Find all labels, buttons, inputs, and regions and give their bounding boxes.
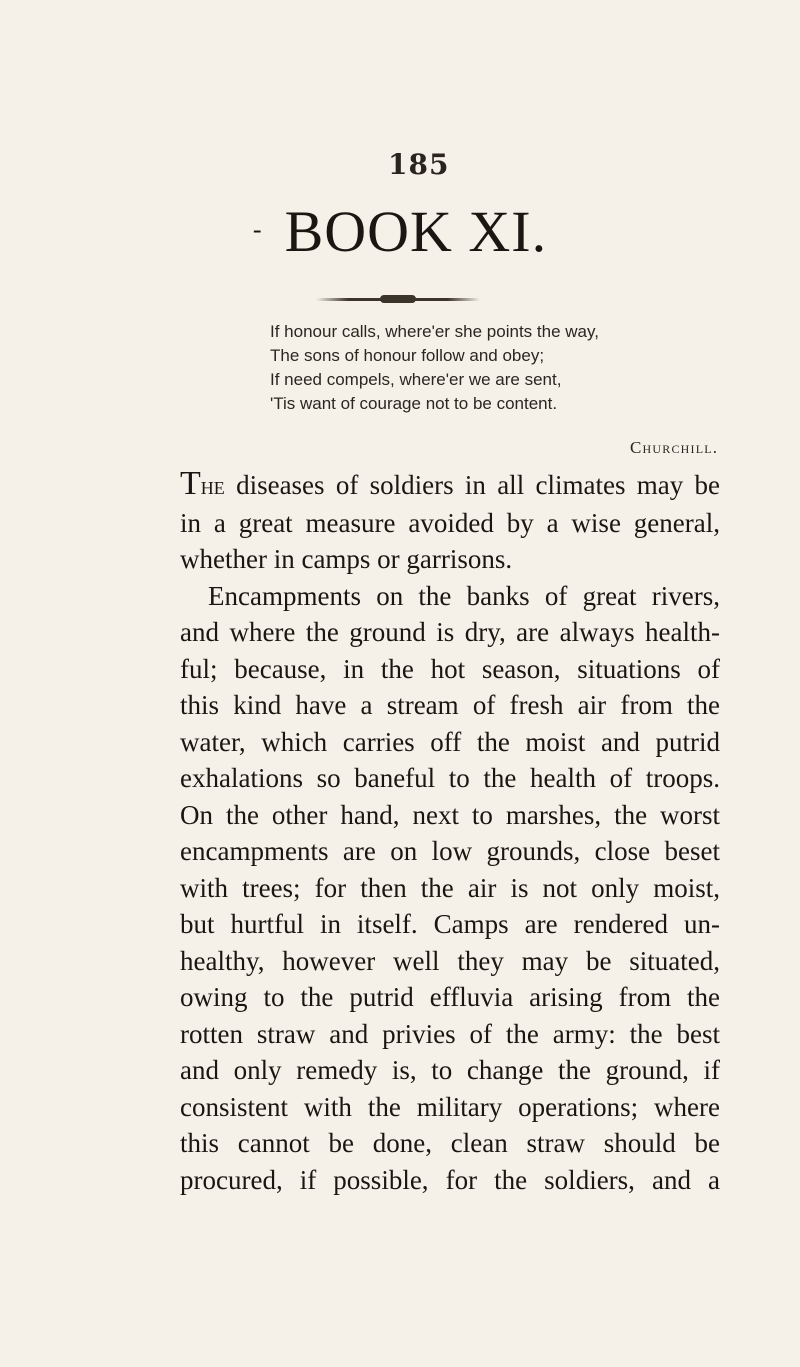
text-line: ful; because, in the hot season, situations of (180, 653, 720, 684)
first-word-rest: he (200, 471, 225, 500)
text-line: healthy, however well they may be situated, (180, 945, 720, 976)
text-line: this kind have a stream of fresh air from the (180, 690, 720, 720)
text-line-first (180, 466, 720, 505)
epigraph-line: If need compels, where'er we are sent, (270, 370, 562, 389)
text-line: in a great measure avoided by a wise general, (180, 507, 720, 538)
text-line: rotten straw and privies of the army: the best (180, 1018, 720, 1049)
text-line: exhalations so baneful to the health of troops. (180, 763, 720, 793)
epigraph-line: The sons of honour follow and obey; (270, 346, 545, 365)
text-line: On the other hand, next to marshes, the worst (180, 799, 720, 830)
text-line: and only remedy is, to change the ground, if (180, 1055, 720, 1085)
chapter-title: BOOK XI. (284, 199, 548, 264)
text-line: with trees; for then the air is not only moist, (180, 872, 720, 903)
epigraph-attribution: Churchill. (630, 438, 719, 457)
first-line-rest: diseases of soldiers in all climates may be (236, 470, 720, 500)
text-line: and where the ground is dry, are always health- (180, 617, 720, 647)
ornamental-rule (316, 298, 480, 301)
heading-dash: - (252, 214, 263, 244)
text-line: this cannot be done, clean straw should be (180, 1128, 720, 1158)
text-line: but hurtful in itself. Camps are rendered un- (180, 909, 720, 939)
text-line: encampments are on low grounds, close beset (180, 836, 720, 866)
body-text (180, 466, 720, 1198)
text-line: water, which carries off the moist and putrid (180, 726, 720, 757)
first-letter: T (180, 465, 201, 502)
chapter-heading (0, 198, 800, 265)
text-line: whether in camps or garrisons. (180, 544, 513, 574)
text-line: owing to the putrid effluvia arising from the (180, 982, 720, 1012)
epigraph (270, 320, 800, 457)
text-line: consistent with the military operations; where (180, 1091, 720, 1122)
page-number: 185 (388, 148, 450, 181)
text-line: procured, if possible, for the soldiers, and a (180, 1164, 720, 1195)
epigraph-line: If honour calls, where'er she points the way, (270, 322, 599, 341)
text-line: Encampments on the banks of great rivers, (208, 580, 720, 611)
epigraph-line: 'Tis want of courage not to be content. (270, 394, 558, 413)
